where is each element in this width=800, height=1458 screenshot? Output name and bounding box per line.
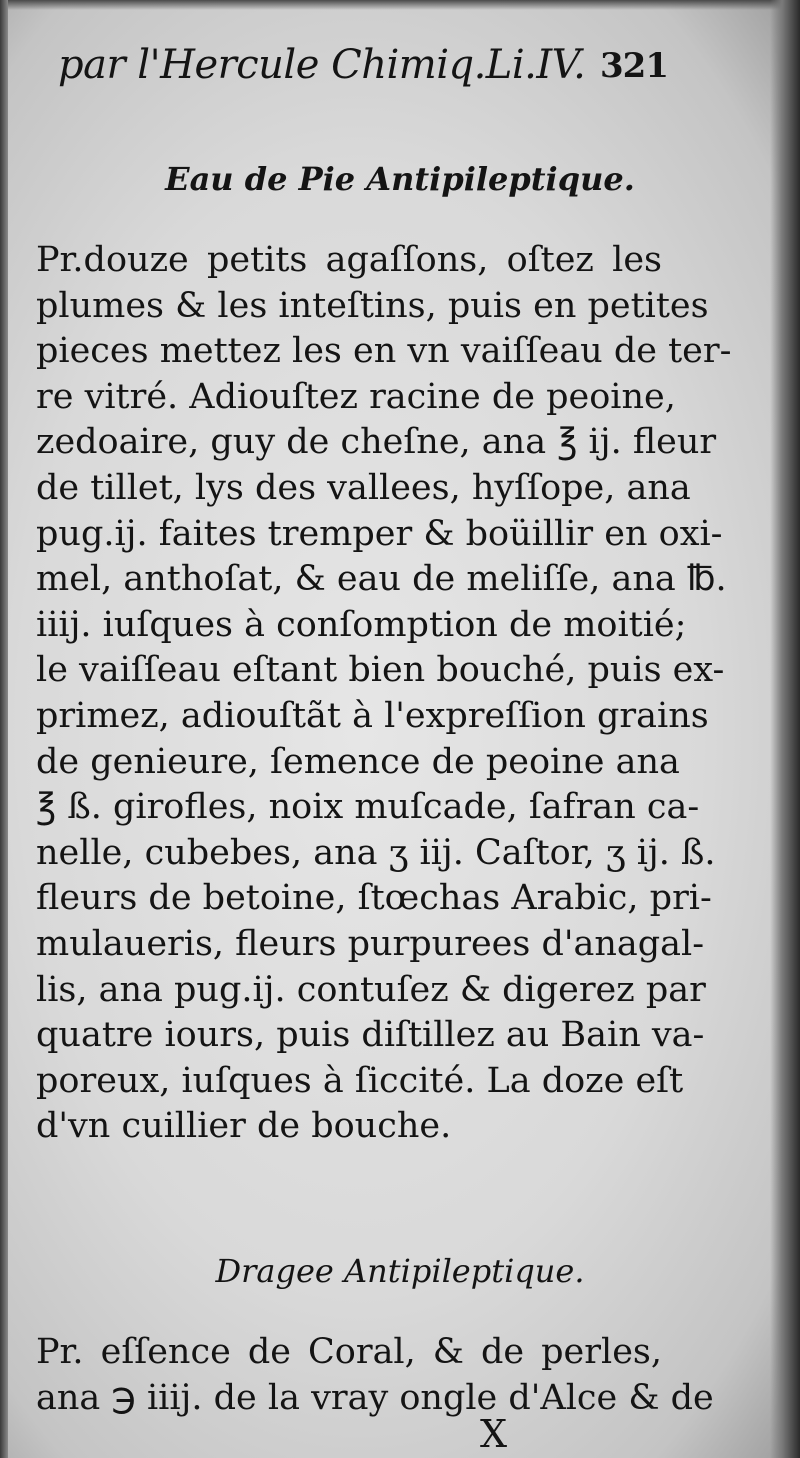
text-line: primez, adiouſtãt à l'expreſſion grains [36,696,709,736]
page-left-edge [0,0,8,1458]
page-top-shadow [0,0,800,10]
text-line: d'vn cuillier de bouche. [36,1106,452,1147]
text-line: fleurs de betoine, ſtœchas Arabic, pri- [36,878,712,919]
catchword: X [480,1412,508,1456]
text-line: plumes & les inteſtins, puis en petites [36,285,709,326]
text-line: poreux, iuſques à ſiccité. La doze eſt [36,1060,684,1101]
text-line: mulaueris, fleurs purpurees d'anagal- [36,924,705,964]
text-line: ℥ ß. girofles, noix muſcade, ſafran ca- [36,787,700,828]
text-line: Pr.douze petits agaſſons, oſtez les [36,240,662,280]
text-line: ana ℈ iiij. de la vray ongle d'Alce & de [36,1378,714,1418]
text-line: re vitré. Adiouſtez racine de peoine, [36,376,676,417]
text-line: quatre iours, puis diſtillez au Bain va- [36,1015,705,1056]
section-title-eau-de-pie: Eau de Pie Antipileptique. [165,160,635,198]
text-line: iiij. iuſques à conſomption de moitié; [36,604,687,645]
text-line: zedoaire, guy de cheſne, ana ℥ ij. fleur [36,422,717,463]
text-line: Pr. eſſence de Coral, & de perles, [36,1332,662,1372]
page-right-edge [770,0,800,1458]
running-title: par l'Hercule Chimiq.Li.IV. [58,42,586,88]
text-line: lis, ana pug.ij. contuſez & digerez par [36,969,706,1010]
text-line: mel, anthoſat, & eau de meliſſe, ana ℔. [36,559,727,600]
text-line: de tillet, lys des vallees, hyſſope, ana [36,468,691,508]
page-header [58,42,668,98]
text-line: de genieure, ſemence de peoine ana [36,741,680,782]
section-title-dragee: Dragee Antipileptique. [215,1252,585,1290]
page-number: 321 [600,46,668,86]
text-line: pug.ij. faites tremper & boüillir en oxi- [36,513,723,554]
text-line: nelle, cubebes, ana ʒ iij. Caſtor, ʒ ij. ß. [36,832,716,873]
text-line: pieces mettez les en vn vaiſſeau de ter- [36,331,732,372]
text-line: le vaiſſeau eſtant bien bouché, puis ex- [36,650,725,691]
